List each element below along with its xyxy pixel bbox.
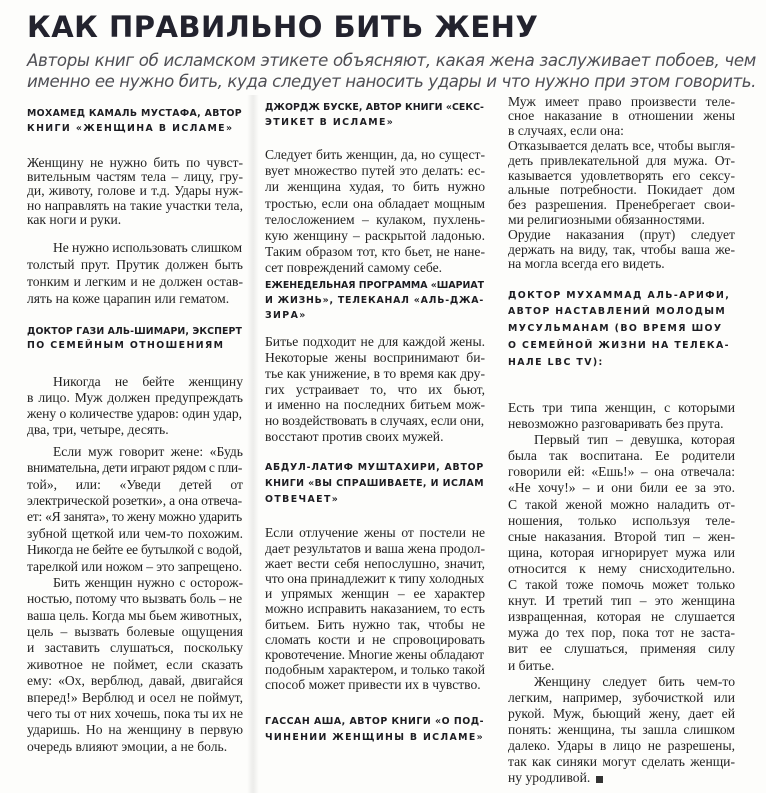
text-line: зубной щеткой или чем-то похожим.: [27, 525, 243, 541]
text-line: но воздействовать в случаях, если они,: [265, 413, 484, 429]
text-line: С такой женой можно наладить от-: [508, 496, 735, 512]
text-line: очередь влияют эмоции, а не боль.: [27, 738, 228, 754]
text-line: вительным частям тела – лицу, гру-: [27, 169, 243, 185]
text-line: Если отлучение жены от постели не: [265, 525, 485, 541]
text-line: Никогда не бейте женщину: [53, 374, 243, 389]
text-line: понять: женщина, ты зашла слишком: [508, 721, 735, 737]
text-line: той», или: «Уведи детей от: [27, 476, 243, 492]
text-line: сет повреждений самому себе.: [265, 260, 443, 276]
text-line: щина, которая игнорирует мужа или: [508, 544, 735, 560]
text-line: извращенная, которая не слушается: [508, 609, 735, 625]
text-line: битьем. Бить нужно так, чтобы не: [265, 616, 485, 632]
lead-line: Авторы книг об исламском этикете объясняют, какая жена заслуживает побоев, чем: [27, 51, 756, 70]
heading-line: ДОКТОР МУХАММАД АЛЬ-АРИФИ,: [508, 289, 731, 301]
text-line: невозможно разговаривать без прута.: [508, 416, 724, 432]
heading-line: ДОКТОР ГАЗИ АЛЬ-ШИМАРИ, ЭКСПЕРТ: [27, 325, 242, 337]
heading-line: ГАССАН АША, АВТОР КНИГИ «О ПОД-: [265, 716, 484, 727]
text-line: деть привлекательной для мужа. От-: [508, 152, 735, 168]
heading-line: ЗИРА»: [265, 309, 307, 321]
heading-line: КНИГИ «ЖЕНЩИНА В ИСЛАМЕ»: [27, 122, 234, 134]
lead-line: именно ее нужно бить, куда следует наносить удары и что нужно при этом говорить.: [27, 72, 756, 91]
text-line: электрической розетки», а она отвеча-: [27, 493, 242, 508]
text-line: ваша цель. Когда мы бьем животных,: [27, 607, 242, 623]
text-line: и именно на последних битьем мож-: [265, 397, 485, 413]
text-line: кнут. И третий тип – это женщина: [508, 593, 735, 609]
heading-line: ЭТИКЕТ В ИСЛАМЕ»: [265, 116, 395, 128]
heading-line: МОХАМЕД КАМАЛЬ МУСТАФА, АВТОР: [27, 107, 242, 119]
text-line: вит ее слушаться, применяя силу: [508, 641, 735, 657]
text-line: на могла всегда его видеть.: [508, 256, 665, 272]
text-line: в случаях, если она:: [508, 123, 624, 139]
text-line: мужа до тех пор, пока тот не заста-: [508, 625, 735, 641]
heading-line: О СЕМЕЙНОЙ ЖИЗНИ НА ТЕЛЕКА-: [508, 340, 730, 351]
text-line: и битье.: [508, 657, 555, 673]
text-line: кровотечение. Многие жены обладают: [265, 647, 484, 662]
text-line: без разрешения. Пренебрегает свои-: [508, 197, 735, 213]
text-line: «Не хочу!» – и они били ее за это.: [508, 480, 735, 496]
text-line: ему: «Ох, верблюд, давай, двигайся: [27, 673, 243, 689]
text-line: восстают против своих мужей.: [265, 428, 444, 444]
text-line: цель – вызвать болевые ощущения: [27, 624, 243, 639]
text-line: животное не поймет, если сказать: [27, 656, 243, 672]
text-line: далеко. Удары в лицо не разрешены,: [508, 738, 735, 754]
text-line: подобным характером, и только такой: [265, 662, 485, 678]
text-line: чего ты от них хочешь, пока ты их не: [27, 706, 243, 721]
text-line: в лицо. Муж должен предупреждать: [27, 390, 243, 405]
text-line: относится к нему снисходительно.: [508, 560, 735, 576]
text-line: жает вести себя непослушно, значит,: [265, 555, 485, 571]
text-line: С такой тоже помочь может только: [508, 577, 735, 593]
text-line: как ноги и руки.: [27, 212, 122, 228]
text-line: вует множество путей это делать: ес-: [265, 163, 485, 179]
text-line: внимательна, дети играют рядом с пли-: [27, 460, 242, 476]
text-line: казывается удовлетворять его сексу-: [508, 167, 735, 183]
text-line: Женщину следует бить чем-то: [534, 673, 735, 689]
text-line: дает результатов и ваша жена продол-: [265, 540, 485, 556]
heading-line: АВТОР НАСТАВЛЕНИЙ МОЛОДЫМ: [508, 306, 727, 318]
text-line: ли женщина худая, то бить нужно: [265, 179, 485, 195]
text-line: сное наказание в отношении жены: [508, 108, 735, 124]
heading-line: АБДУЛ-ЛАТИФ МУШТАХИРИ, АВТОР: [265, 462, 484, 473]
text-line: и заставить слушаться, поскольку: [27, 640, 243, 656]
text-line: но направлять на такие участки тела,: [27, 197, 243, 213]
text-line: толстый прут. Прутик должен быть: [27, 256, 243, 272]
text-line: была так воспитана. Ее родители: [508, 448, 735, 464]
heading-line: ЕЖЕНЕДЕЛЬНАЯ ПРОГРАММА «ШАРИАТ: [265, 279, 484, 291]
heading-line: МУСУЛЬМАНАМ (ВО ВРЕМЯ ШОУ: [508, 323, 723, 335]
text-line: жену о количестве ударов: один удар,: [27, 406, 242, 421]
text-line: Первый тип – девушка, которая: [534, 432, 735, 448]
text-line: телосложением – кулаком, пухлень-: [265, 211, 485, 227]
text-line: Муж имеет право произвести теле-: [508, 93, 735, 109]
text-line: что она принадлежит к типу холодных: [265, 571, 484, 586]
text-line: и упрямых женщин – ее характер: [265, 586, 485, 602]
scan-shadow: [247, 95, 259, 793]
text-line: сломать кости и не спровоцировать: [265, 631, 485, 647]
heading-line: НАЛЕ LBC TV):: [508, 356, 604, 368]
text-line: Бить женщин нужно с осторож-: [53, 574, 243, 590]
text-line: так как синяки могут сделать женщи-: [508, 754, 735, 770]
text-line: Отказывается делать все, чтобы выгля-: [508, 138, 735, 153]
text-line: можно исправить наказанием, то есть: [265, 601, 485, 617]
text-line: гих устраивает то, что их бьют,: [265, 381, 485, 397]
heading-line: ОТВЕЧАЕТ»: [265, 494, 340, 505]
text-line: Битье подходит не для каждой жены.: [265, 334, 485, 350]
text-line: Никогда не бейте ее бутылкой с водой,: [27, 542, 243, 558]
text-line: кую женщину – раскрытой ладонью.: [265, 227, 485, 243]
article-title: КАК ПРАВИЛЬНО БИТЬ ЖЕНУ: [27, 10, 539, 44]
heading-line: ЧИНЕНИИ ЖЕНЩИНЫ В ИСЛАМЕ»: [265, 732, 484, 743]
text-line: Следует бить женщин, да, но сущест-: [265, 146, 485, 162]
text-line: два, три, четыре, десять.: [27, 422, 169, 437]
text-line: ди, животу, голове и т.д. Удары нуж-: [27, 183, 243, 199]
text-line: легким, например, зубочисткой или: [508, 689, 735, 705]
text-line: Если муж говорит жене: «Будь: [53, 443, 243, 459]
text-line: способ может привести их в чувство.: [265, 677, 481, 693]
text-line: Орудие наказания (прут) следует: [508, 226, 735, 242]
text-line: альные потребности. Покидает дом: [508, 182, 735, 198]
heading-line: ПО СЕМЕЙНЫМ ОТНОШЕНИЯМ: [27, 340, 225, 352]
text-line: Таким образом тот, кто бьет, не нане-: [265, 244, 485, 260]
text-line: тростью, если она обладает мощным: [265, 195, 485, 211]
text-line: тарелкой или ножом – это запрещено.: [27, 558, 242, 574]
text-line: тонким и легким и не должен остав-: [27, 273, 243, 289]
end-of-article-mark-icon: [596, 776, 603, 783]
text-line: тье как унижение, в то время как дру-: [265, 365, 485, 381]
text-line: ет: «Я занята», то жену можно ударить: [27, 509, 242, 525]
text-line: сные наказания. Второй тип – жен-: [508, 528, 735, 544]
text-line: ну уродливой.: [508, 770, 603, 786]
text-line: ми религиозными обязанностями.: [508, 212, 705, 227]
text-line: ностью, потому что вызвать боль – не: [27, 591, 242, 607]
heading-line: КНИГИ «ВЫ СПРАШИВАЕТЕ, И ИСЛАМ: [265, 478, 484, 489]
text-line: вперед!» Верблюд и осел не поймут,: [27, 689, 243, 705]
text-line: Есть три типа женщин, с которыми: [508, 399, 735, 415]
heading-line: И ЖИЗНЬ», ТЕЛЕКАНАЛ «АЛЬ-ДЖА-: [265, 294, 484, 306]
text-line: Некоторые жены воспринимают би-: [265, 349, 485, 365]
text-line: Не нужно использовать слишком: [53, 239, 242, 255]
text-line: лять на коже царапин или гематом.: [27, 290, 230, 306]
text-line: Женщину не нужно бить по чувст-: [27, 154, 243, 170]
text-line: ударишь. Но на женщину в первую: [27, 722, 243, 738]
text-line: рукой. Муж, бьющий жену, дает ей: [508, 705, 735, 721]
article-lead: [27, 50, 757, 92]
heading-line: ДЖОРДЖ БУСКЕ, АВТОР КНИГИ «СЕКС-: [265, 101, 484, 113]
text-line: держать на виду, так, чтобы ваша же-: [508, 241, 735, 257]
text-line: говорили ей: «Ешь!» – она отвечала:: [508, 464, 735, 480]
text-line: ношения, только используя теле-: [508, 512, 735, 528]
